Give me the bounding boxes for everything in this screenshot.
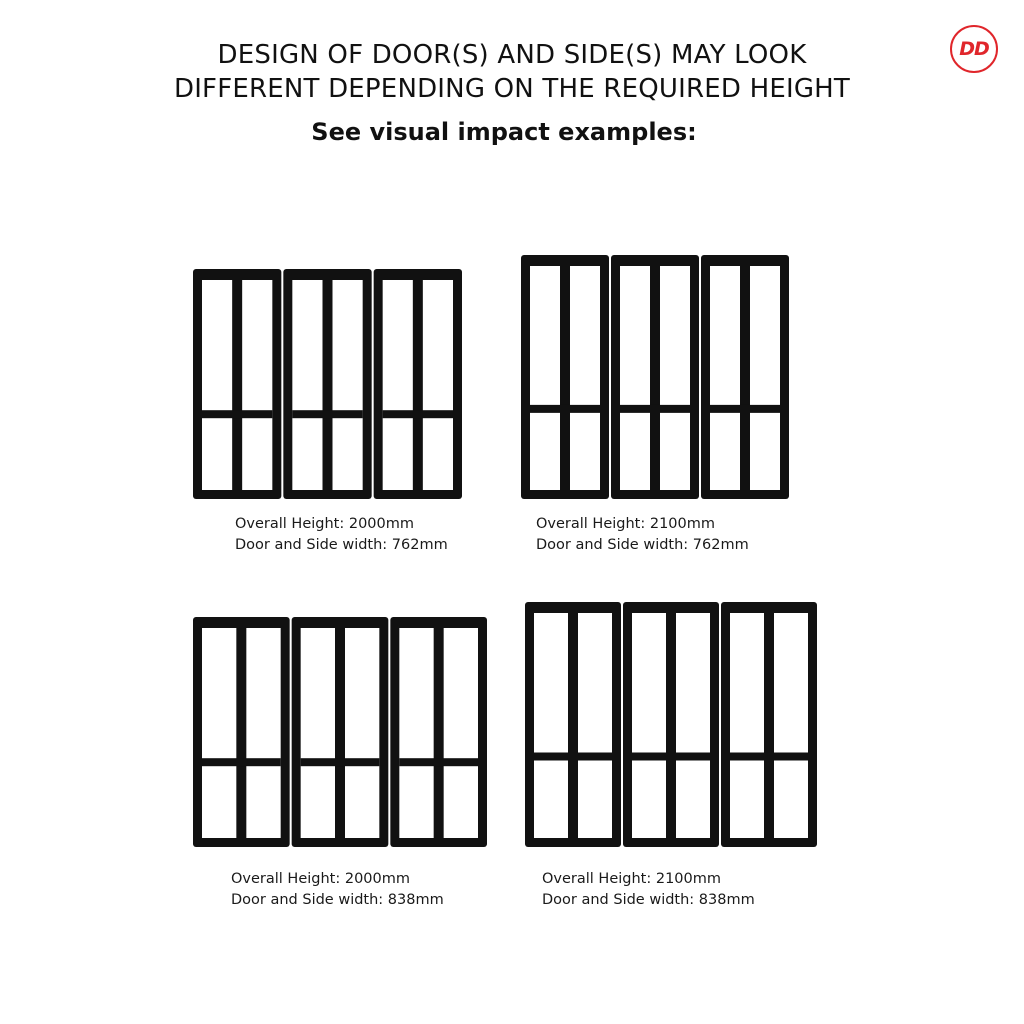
door-leaf <box>283 269 371 499</box>
side-panel <box>374 269 462 499</box>
example-3-height: Overall Height: 2000mm <box>231 871 411 887</box>
example-2-width: Door and Side width: 762mm <box>536 537 749 553</box>
example-2-height: Overall Height: 2100mm <box>536 516 716 532</box>
door-set-drawing <box>190 268 465 500</box>
example-3-width: Door and Side width: 838mm <box>231 892 444 908</box>
door-leaf <box>193 269 281 499</box>
heading-line-1: DESIGN OF DOOR(S) AND SIDE(S) MAY LOOK <box>217 40 807 70</box>
logo-text: DD <box>959 38 989 60</box>
side-panel <box>701 255 789 499</box>
example-2-caption <box>536 514 749 556</box>
door-leaf <box>623 602 719 847</box>
example-4-caption <box>542 869 755 911</box>
example-4-height: Overall Height: 2100mm <box>542 871 722 887</box>
example-1-width: Door and Side width: 762mm <box>235 537 448 553</box>
door-set-drawing <box>190 616 490 848</box>
heading-line-2: DIFFERENT DEPENDING ON THE REQUIRED HEIGHT <box>173 74 851 104</box>
door-leaf <box>611 255 699 499</box>
door-set-drawing <box>522 601 820 848</box>
example-1-caption <box>235 514 448 556</box>
door-set-example-4 <box>522 601 820 848</box>
door-set-example-1 <box>190 268 465 500</box>
door-set-example-3 <box>190 616 490 848</box>
side-panel <box>721 602 817 847</box>
door-set-drawing <box>518 254 792 500</box>
door-leaf <box>525 602 621 847</box>
example-3-caption <box>231 869 444 911</box>
brand-logo <box>950 25 998 73</box>
subheading: See visual impact examples: <box>311 118 697 146</box>
example-4-width: Door and Side width: 838mm <box>542 892 755 908</box>
side-panel <box>390 617 487 847</box>
door-leaf <box>193 617 290 847</box>
door-set-example-2 <box>518 254 792 500</box>
door-leaf <box>521 255 609 499</box>
example-1-height: Overall Height: 2000mm <box>235 516 415 532</box>
door-leaf <box>292 617 389 847</box>
